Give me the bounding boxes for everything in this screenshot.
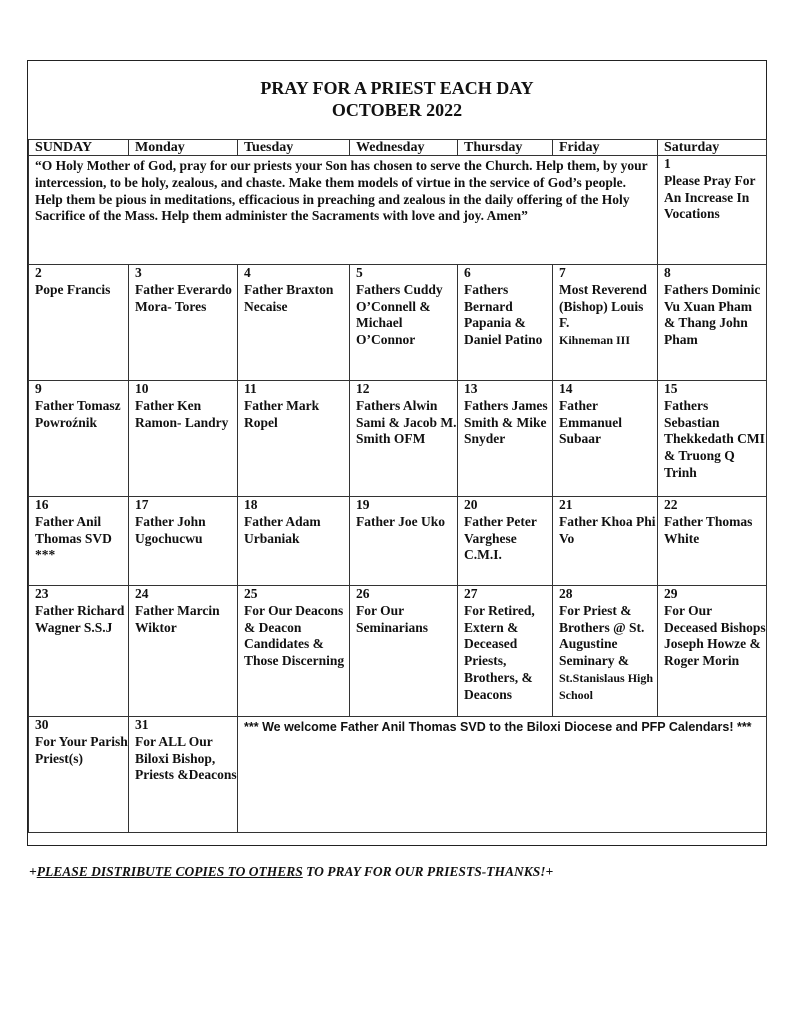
day-cell-17	[129, 497, 238, 586]
day-number: 12	[356, 381, 370, 396]
day-number: 13	[464, 381, 478, 396]
day-cell-14	[553, 381, 658, 497]
day-cell-27	[458, 586, 553, 717]
day-text: Fathers James Smith & Mike Snyder	[464, 397, 548, 447]
weekday-wednesday: Wednesday	[350, 140, 458, 156]
day-text: Father Adam Urbaniak	[244, 513, 321, 546]
day-cell-1	[658, 156, 767, 265]
day-text: For Priest & Brothers @ St. Augustine Seminary &	[559, 602, 645, 669]
day-number: 17	[135, 497, 149, 512]
day-text: Fathers Bernard Papania & Daniel Patino	[464, 281, 543, 348]
week-row-4	[29, 497, 767, 586]
day-text: Father Ken Ramon- Landry	[135, 397, 229, 430]
day-text: Father John Ugochucwu	[135, 513, 206, 546]
day-number: 11	[244, 381, 257, 396]
day-text: Father Joe Uko	[356, 513, 445, 529]
weekday-thursday: Thursday	[458, 140, 553, 156]
weekday-saturday: Saturday	[658, 140, 767, 156]
day-text: Father Anil Thomas SVD ***	[35, 513, 112, 563]
day-number: 16	[35, 497, 49, 512]
day-cell-15	[658, 381, 767, 497]
day-text: Fathers Alwin Sami & Jacob M. Smith OFM	[356, 397, 457, 447]
day-number: 29	[664, 586, 678, 601]
day-number: 27	[464, 586, 478, 601]
day-cell-21	[553, 497, 658, 586]
day-cell-25	[238, 586, 350, 717]
day-cell-24	[129, 586, 238, 717]
day-number: 22	[664, 497, 678, 512]
day-number: 9	[35, 381, 42, 396]
footer-prefix: +	[29, 864, 37, 879]
day-text: Father Richard Wagner S.S.J	[35, 602, 125, 635]
day-number: 21	[559, 497, 573, 512]
footer-note	[29, 864, 553, 880]
day-cell-29	[658, 586, 767, 717]
day-text: Father Braxton Necaise	[244, 281, 334, 314]
footer-rest: TO PRAY FOR OUR PRIESTS-THANKS!+	[302, 864, 554, 879]
weekday-monday: Monday	[129, 140, 238, 156]
day-text: For Your Parish Priest(s)	[35, 733, 128, 766]
calendar-frame	[27, 60, 767, 846]
weekday-friday: Friday	[553, 140, 658, 156]
day-number: 8	[664, 265, 671, 280]
day-cell-31	[129, 717, 238, 833]
day-cell-13	[458, 381, 553, 497]
day-cell-2	[29, 265, 129, 381]
day-text: Father Everardo Mora- Tores	[135, 281, 232, 314]
day-text: For ALL Our Biloxi Bishop, Priests &Deacons	[135, 733, 237, 783]
day-cell-6	[458, 265, 553, 381]
day-text: Fathers Cuddy O’Connell & Michael O’Connor	[356, 281, 443, 348]
day-text: Fathers Sebastian Thekkedath CMI & Truong Q Trinh	[664, 397, 765, 480]
week-row-5	[29, 586, 767, 717]
day-number: 19	[356, 497, 370, 512]
day-number: 2	[35, 265, 42, 280]
day-cell-16	[29, 497, 129, 586]
day-cell-10	[129, 381, 238, 497]
footer-underlined: PLEASE DISTRIBUTE COPIES TO OTHERS	[36, 864, 303, 879]
day-text: Most Reverend (Bishop) Louis F.	[559, 281, 647, 331]
day-text: Father Thomas White	[664, 513, 753, 546]
day-text: Pope Francis	[35, 281, 111, 297]
day-cell-5	[350, 265, 458, 381]
day-number: 15	[664, 381, 678, 396]
day-cell-19	[350, 497, 458, 586]
day-text: Please Pray For An Increase In Vocations	[664, 172, 756, 222]
day-cell-20	[458, 497, 553, 586]
day-cell-4	[238, 265, 350, 381]
day-number: 6	[464, 265, 471, 280]
day-number: 3	[135, 265, 142, 280]
day-text-small: St.Stanislaus High School	[559, 670, 654, 702]
week-row-6	[29, 717, 767, 833]
day-number: 18	[244, 497, 258, 512]
day-number: 28	[559, 586, 573, 601]
day-text: Father Emmanuel Subaar	[559, 397, 623, 447]
day-number: 25	[244, 586, 258, 601]
day-text: For Retired, Extern & Deceased Priests, Brothers, & Deacons	[464, 602, 535, 702]
day-number: 14	[559, 381, 573, 396]
day-text: Father Peter Varghese C.M.I.	[464, 513, 537, 563]
day-text: For Our Seminarians	[356, 602, 429, 635]
day-text-small: Kihneman III	[559, 333, 631, 348]
weekday-tuesday: Tuesday	[238, 140, 350, 156]
day-cell-28	[553, 586, 658, 717]
week-row-2	[29, 265, 767, 381]
day-number: 1	[664, 156, 671, 171]
day-cell-12	[350, 381, 458, 497]
welcome-note: *** We welcome Father Anil Thomas SVD to the Biloxi Diocese and PFP Calendars! ***	[238, 717, 767, 833]
day-text: Father Khoa Phi Vo	[559, 513, 656, 546]
weekday-sunday: SUNDAY	[29, 140, 129, 156]
day-text: Fathers Dominic Vu Xuan Pham & Thang John Pham	[664, 281, 761, 348]
day-cell-7	[553, 265, 658, 381]
day-number: 7	[559, 265, 566, 280]
day-cell-9	[29, 381, 129, 497]
page-subtitle: OCTOBER 2022	[331, 100, 463, 120]
day-cell-3	[129, 265, 238, 381]
day-cell-22	[658, 497, 767, 586]
day-number: 31	[135, 717, 149, 732]
day-cell-26	[350, 586, 458, 717]
day-cell-11	[238, 381, 350, 497]
day-number: 10	[135, 381, 149, 396]
week-row-1	[29, 156, 767, 265]
calendar-table	[28, 139, 767, 833]
day-text: Father Marcin Wiktor	[135, 602, 220, 635]
day-cell-8	[658, 265, 767, 381]
prayer-text: “O Holy Mother of God, pray for our priests your Son has chosen to serve the Church. Help them, by your intercession, to be holy, zealous, and chaste. Make them models of virtue in the service of God’s people. Help them be pious in meditations, efficacious in preaching and zealous in the daily offering of the Holy Sacrifice of the Mass. Help them administer the Sacraments with love and joy. Amen”	[29, 156, 658, 265]
day-text: Father Mark Ropel	[244, 397, 320, 430]
day-number: 24	[135, 586, 149, 601]
week-row-3	[29, 381, 767, 497]
day-text: Father Tomasz Powroźnik	[35, 397, 121, 430]
page-title: PRAY FOR A PRIEST EACH DAY	[260, 78, 534, 98]
day-number: 30	[35, 717, 49, 732]
day-cell-30	[29, 717, 129, 833]
day-number: 5	[356, 265, 363, 280]
day-text: For Our Deceased Bishops Joseph Howze & Roger Morin	[664, 602, 766, 669]
day-text: For Our Deacons & Deacon Candidates & Those Discerning	[244, 602, 345, 669]
day-cell-18	[238, 497, 350, 586]
day-number: 4	[244, 265, 251, 280]
day-number: 26	[356, 586, 370, 601]
day-cell-23	[29, 586, 129, 717]
day-number: 20	[464, 497, 478, 512]
weekday-header-row	[29, 140, 767, 156]
day-number: 23	[35, 586, 49, 601]
